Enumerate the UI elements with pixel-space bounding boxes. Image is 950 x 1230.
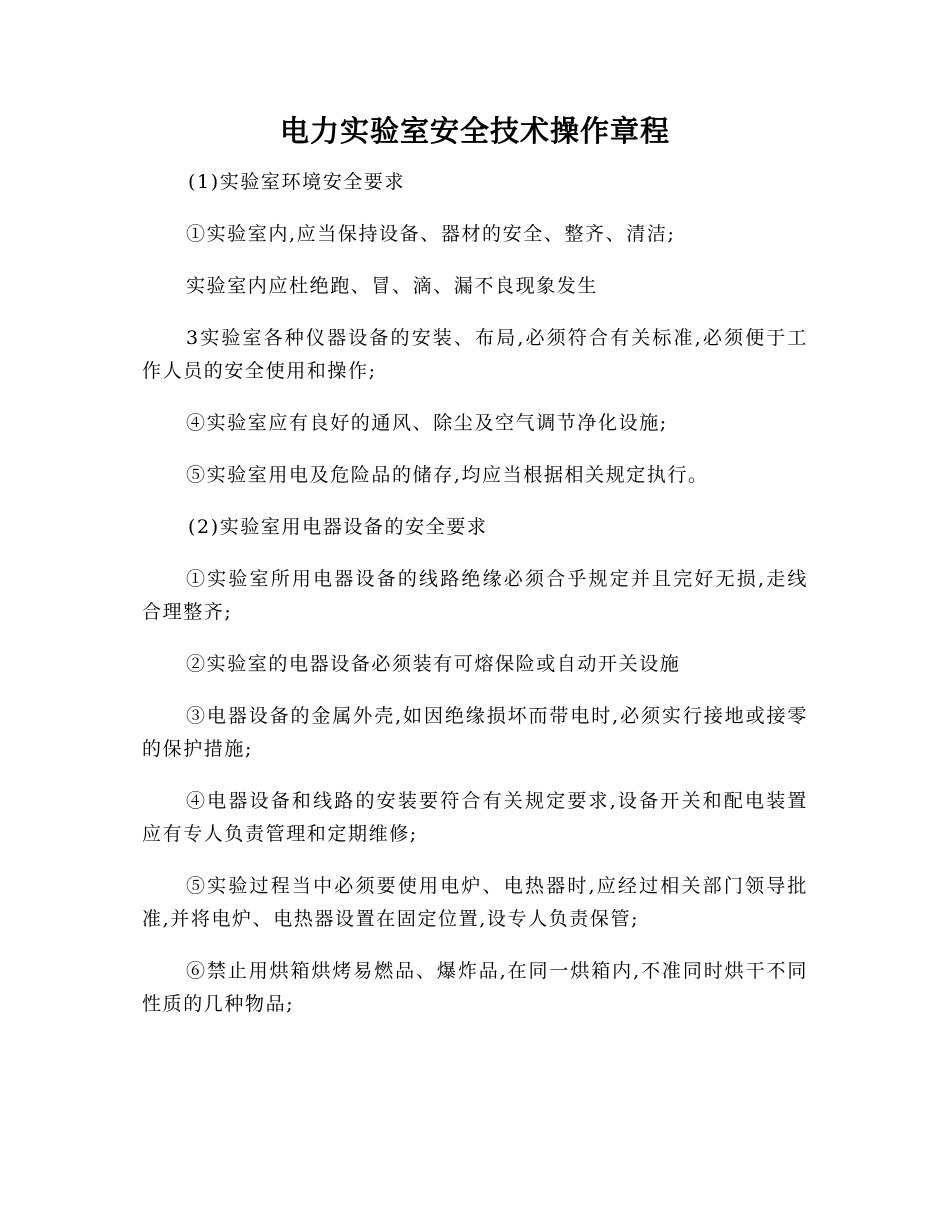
paragraph-elec-6: ⑥禁止用烘箱烘烤易燃品、爆炸品,在同一烘箱内,不准同时烘干不同性质的几种物品;	[142, 960, 808, 1015]
paragraph-env-2: 实验室内应杜绝跑、冒、滴、漏不良现象发生	[186, 275, 599, 297]
paragraph-elec-2: ②实验室的电器设备必须装有可熔保险或自动开关设施	[186, 653, 681, 675]
paragraph-elec-3: ③电器设备的金属外壳,如因绝缘损坏而带电时,必须实行接地或接零的保护措施;	[142, 705, 808, 760]
paragraph-elec-4: ④电器设备和线路的安装要符合有关规定要求,设备开关和配电装置应有专人负责管理和定期维修;	[142, 790, 808, 845]
paragraph-env-1: ①实验室内,应当保持设备、器材的安全、整齐、清洁;	[186, 223, 676, 245]
section-heading-environment: (1)实验室环境安全要求	[188, 171, 406, 193]
paragraph-elec-1: ①实验室所用电器设备的线路绝缘必须合乎规定并且完好无损,走线合理整齐;	[142, 568, 808, 623]
section-heading-electrical: (2)实验室用电器设备的安全要求	[188, 516, 488, 538]
paragraph-elec-5: ⑤实验过程当中必须要使用电炉、电热器时,应经过相关部门领导批准,并将电炉、电热器设置在固定位置,设专人负责保管;	[142, 875, 808, 930]
paragraph-env-3: 3实验室各种仪器设备的安装、布局,必须符合有关标准,必须便于工作人员的安全使用和操作;	[142, 327, 808, 382]
paragraph-env-4: ④实验室应有良好的通风、除尘及空气调节净化设施;	[186, 412, 668, 434]
document-body	[142, 166, 808, 1040]
paragraph-env-5: ⑤实验室用电及危险品的储存,均应当根据相关规定执行。	[186, 464, 709, 486]
document-title: 电力实验室安全技术操作章程	[279, 114, 670, 148]
